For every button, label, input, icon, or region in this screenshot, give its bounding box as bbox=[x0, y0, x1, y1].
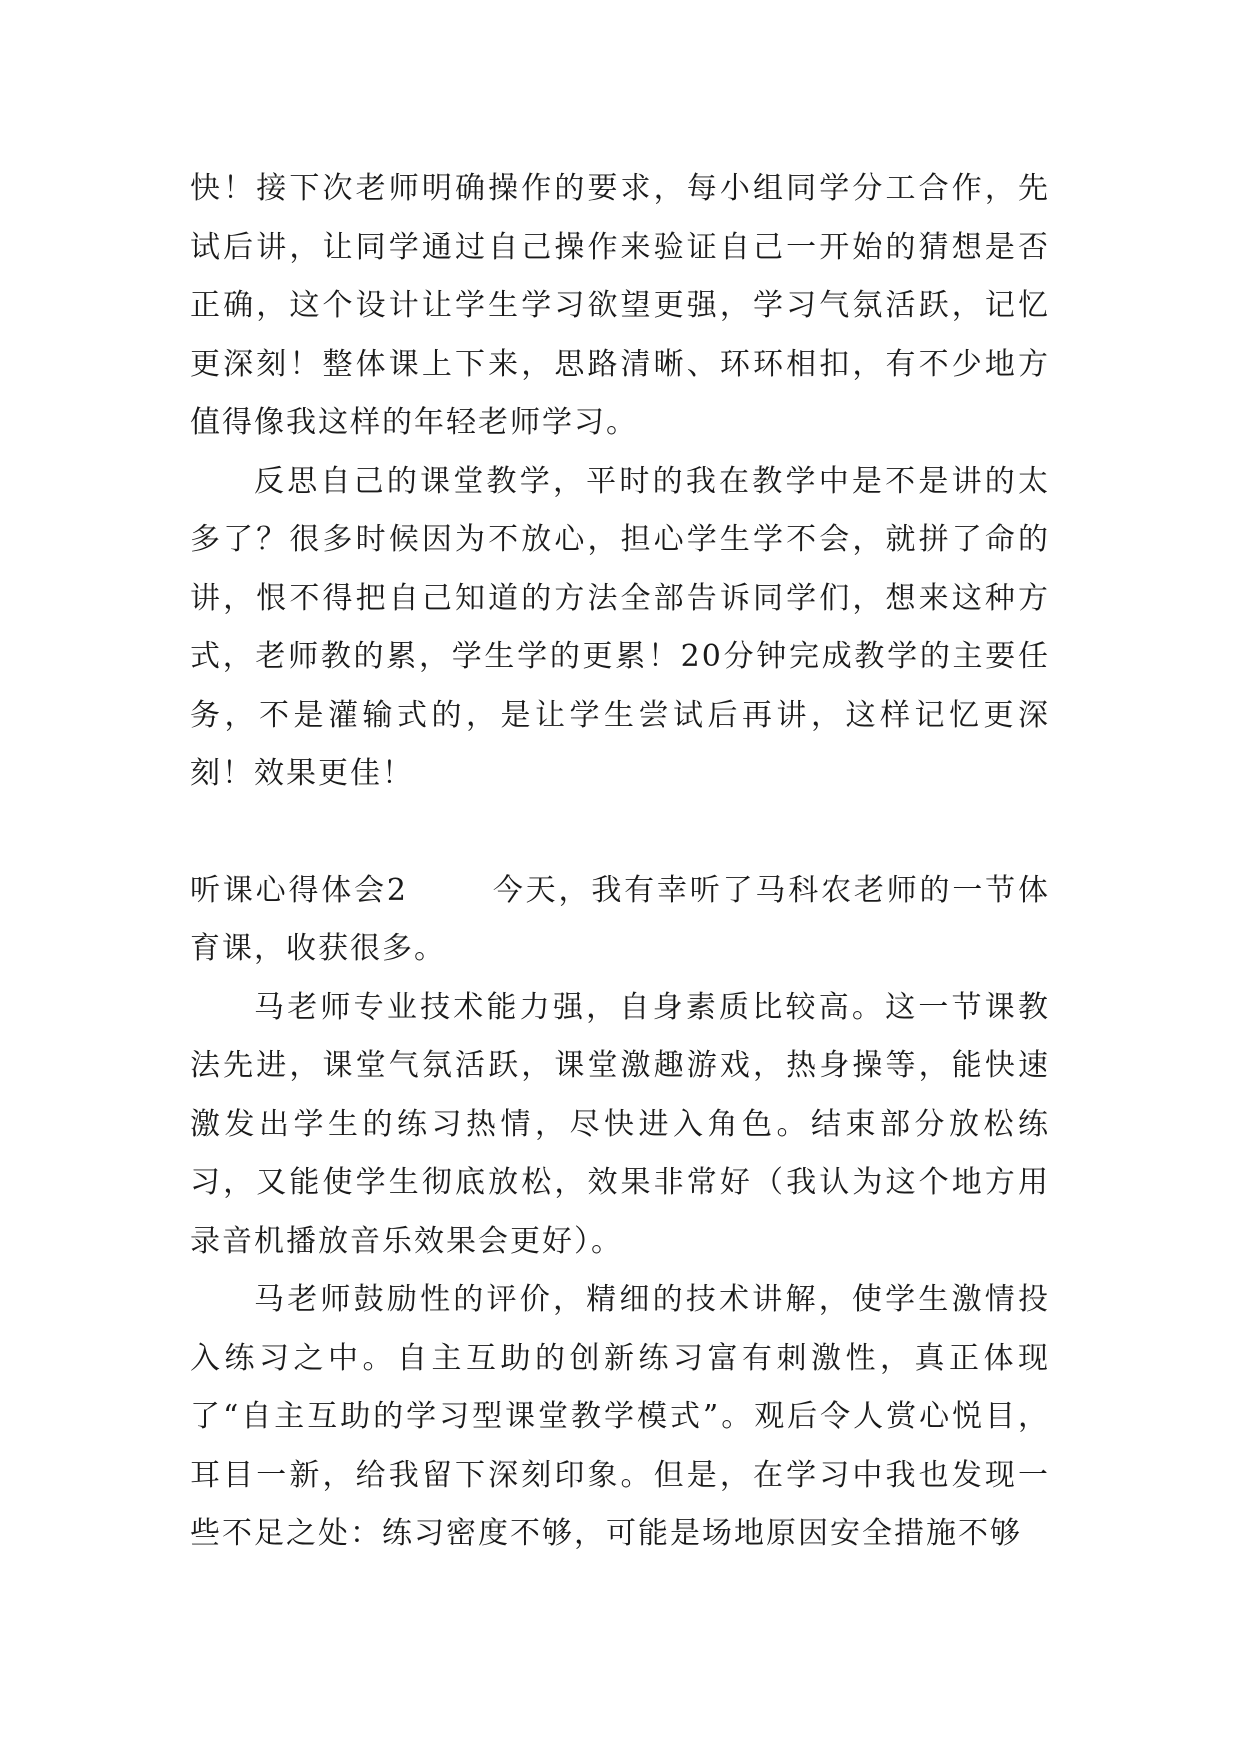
document-page bbox=[190, 160, 1050, 1564]
section-2-heading-line bbox=[190, 862, 1050, 979]
section-2-title: 听课心得体会2 bbox=[190, 872, 409, 908]
paragraph-reflection: 反思自己的课堂教学，平时的我在教学中是不是讲的太多了？很多时候因为不放心，担心学生学不会，就拼了命的讲，恨不得把自己知道的方法全部告诉同学们，想来这种方式，老师教的累，学生学的更累！20分钟完成教学的主要任务，不是灌输式的，是让学生尝试后再讲，这样记忆更深刻！效果更佳！ bbox=[190, 463, 1050, 791]
paragraph-evaluation: 马老师鼓励性的评价，精细的技术讲解，使学生激情投入练习之中。自主互助的创新练习富有刺激性，真正体现了“自主互助的学习型课堂教学模式”。观后令人赏心悦目，耳目一新，给我留下深刻印象。但是，在学习中我也发现一些不足之处：练习密度不够，可能是场地原因安全措施不够 bbox=[190, 1282, 1050, 1551]
paragraph-continuation: 快！接下次老师明确操作的要求，每小组同学分工合作，先试后讲，让同学通过自己操作来验证自己一开始的猜想是否正确，这个设计让学生学习欲望更强，学习气氛活跃，记忆更深刻！整体课上下来，思路清晰、环环相扣，有不少地方值得像我这样的年轻老师学习。 bbox=[190, 171, 1050, 440]
paragraph-teacher-skills: 马老师专业技术能力强，自身素质比较高。这一节课教法先进，课堂气氛活跃，课堂激趣游戏，热身操等，能快速激发出学生的练习热情，尽快进入角色。结束部分放松练习，又能使学生彻底放松，效果非常好（我认为这个地方用录音机播放音乐效果会更好）。 bbox=[190, 989, 1050, 1259]
section-2-lead-text: 今天，我有幸听了马科农老师的一节体育课，收获很多。 bbox=[190, 872, 1051, 966]
section-gap bbox=[190, 804, 1050, 862]
